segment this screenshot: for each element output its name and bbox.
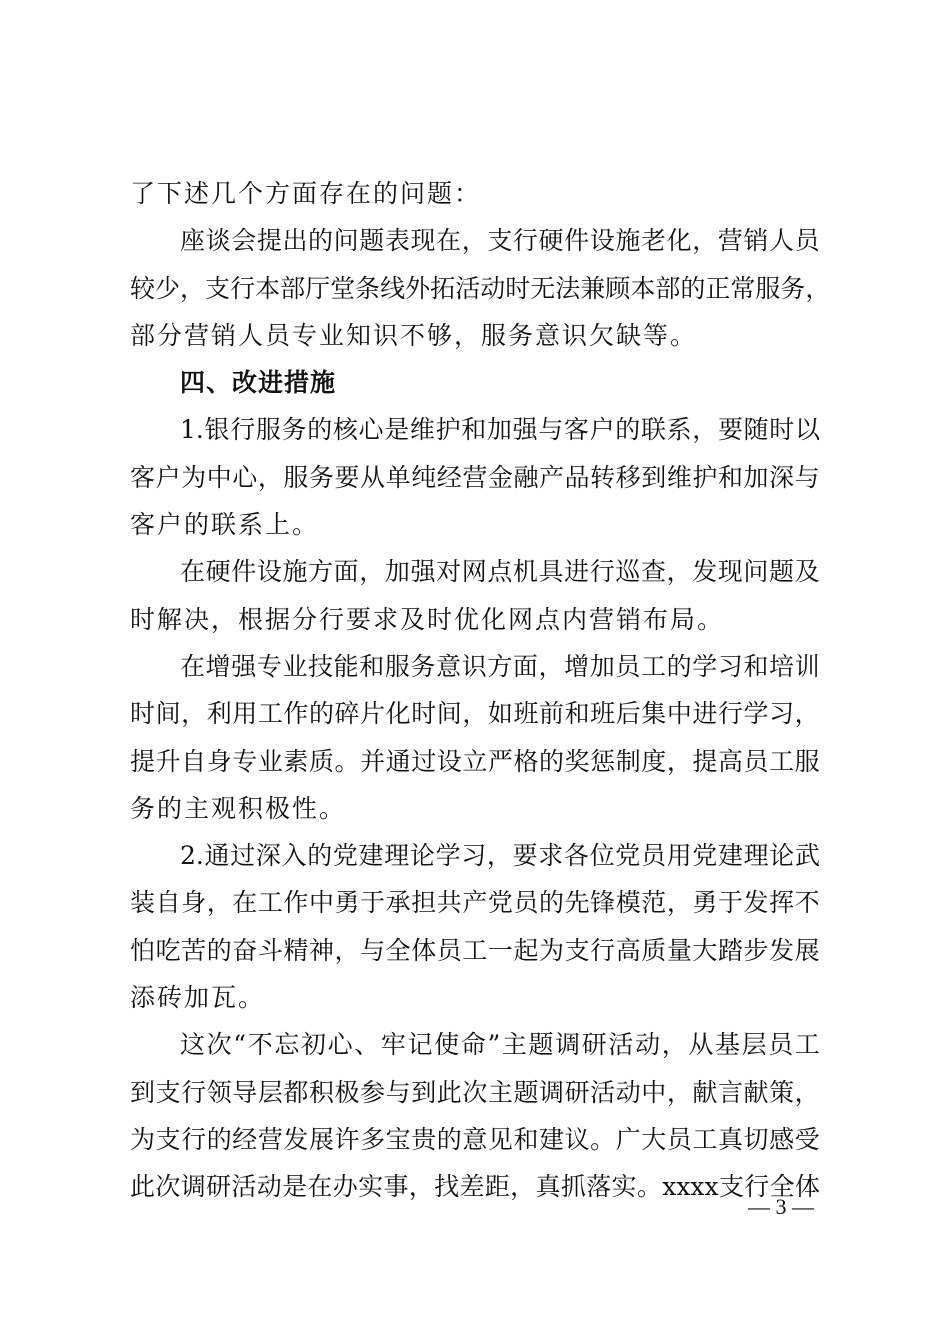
text-line: 怕 吃 苦 的 奋 斗 精 神 ， 与 全 体 员 工 一 起 为 支 行 高 质 量 大 踏 步 发 展	[130, 935, 820, 965]
text-line: 客户的联系上。	[130, 510, 320, 540]
text-line: 此 次 调 研 活 动 是 在 办 实 事 ， 找 差 距 ， 真 抓 落 实 。 xxxx 支 行 全 体	[130, 1172, 820, 1202]
text-line: 了下述几个方面存在的问题：	[130, 179, 482, 208]
text-line: 时解决，根据分行要求及时优化网点内营销布局。	[130, 604, 725, 634]
text-line: 客 户 为 中 心 ， 服 务 要 从 单 纯 经 营 金 融 产 品 转 移 到 维 护 和 加 深 与	[130, 462, 820, 492]
text-line: 在 增 强 专 业 技 能 和 服 务 意 识 方 面 ， 增 加 员 工 的 学 习 和 培 训	[180, 651, 820, 681]
text-line: 到 支 行 领 导 层 都 积 极 参 与 到 此 次 主 题 调 研 活 动 中 ， 献 言 献 策 ，	[130, 1077, 820, 1107]
text-line: 2. 通 过 深 入 的 党 建 理 论 学 习 ， 要 求 各 位 党 员 用 党 建 理 论 武	[180, 841, 820, 871]
text-line: 装 自 身 ， 在 工 作 中 勇 于 承 担 共 产 党 员 的 先 锋 模 范 ， 勇 于 发 挥 不	[130, 888, 820, 918]
text-line: 在 硬 件 设 施 方 面 ， 加 强 对 网 点 机 具 进 行 巡 查 ， 发 现 问 题 及	[180, 557, 820, 587]
text-line: 务的主观积极性。	[130, 793, 347, 823]
text-line: 座 谈 会 提 出 的 问 题 表 现 在 ， 支 行 硬 件 设 施 老 化 ， 营 销 人 员	[180, 226, 820, 256]
section-heading: 四、改进措施	[180, 368, 337, 398]
body-text	[130, 170, 831, 1211]
text-line: 1. 银 行 服 务 的 核 心 是 维 护 和 加 强 与 客 户 的 联 系 ， 要 随 时 以	[180, 415, 820, 445]
text-line: 这 次 “ 不 忘 初 心 、 牢 记 使 命 ” 主 题 调 研 活 动 ， 从 基 层 员 工	[180, 1030, 820, 1060]
text-line: 部分营销人员专业知识不够，服务意识欠缺等。	[130, 320, 698, 350]
text-line: 时 间 ， 利 用 工 作 的 碎 片 化 时 间 ， 如 班 前 和 班 后 集 中 进 行 学 习 ，	[130, 699, 820, 729]
text-line: 提 升 自 身 专 业 素 质 。 并 通 过 设 立 严 格 的 奖 惩 制 度 ， 提 高 员 工 服	[130, 746, 820, 776]
text-line: 为 支 行 的 经 营 发 展 许 多 宝 贵 的 意 见 和 建 议 。 广 大 员 工 真 切 感 受	[130, 1124, 820, 1154]
text-line: 较 少 ， 支 行 本 部 厅 堂 条 线 外 拓 活 动 时 无 法 兼 顾 本 部 的 正 常 服 务 ，	[130, 273, 831, 303]
text-line: 添砖加瓦。	[130, 983, 266, 1013]
page-number: — 3 —	[748, 1194, 814, 1219]
